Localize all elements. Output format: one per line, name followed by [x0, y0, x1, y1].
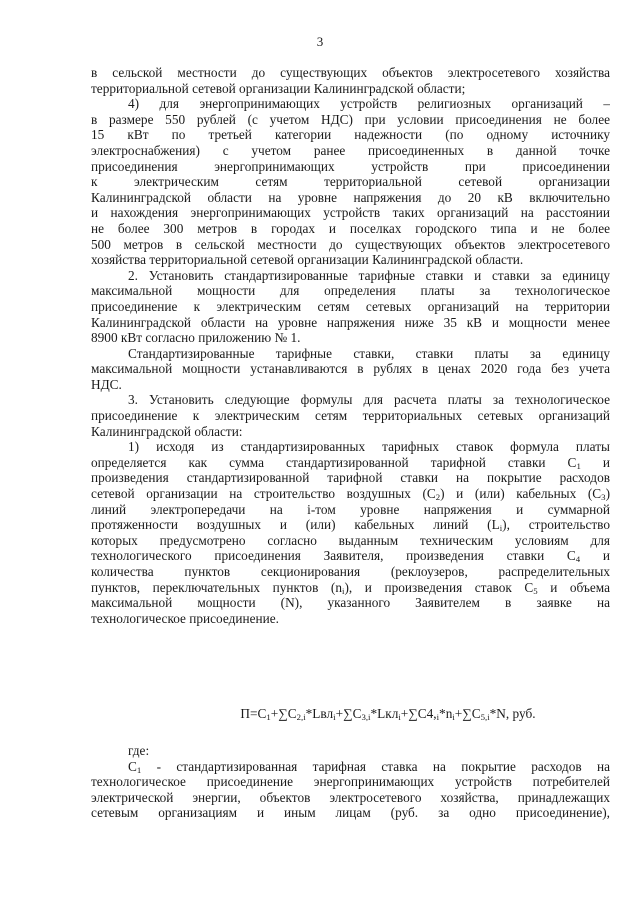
text-line: Калининградской области: [91, 423, 243, 439]
text-run: и [580, 548, 610, 564]
text-line [91, 759, 610, 775]
text-run: и объема [537, 579, 610, 595]
where-label: где: [128, 743, 150, 758]
formula-part: *Lвл [305, 706, 334, 721]
text-line: присоединение к электрическим сетям сетевых организаций на территории [91, 298, 610, 314]
text-line: 2. Установить стандартизированные тарифные ставки и ставки за единицу [128, 267, 610, 283]
subscript: 5,i [480, 712, 490, 723]
body-text-block-1 [91, 65, 610, 626]
subscript: 1 [266, 712, 271, 723]
subscript: 4 [575, 554, 581, 564]
text-run: сетевой организации на строительство воздушных (С [91, 486, 436, 502]
text-run: С [128, 758, 137, 774]
text-line: 15 кВт по третьей категории надежности (по одному источнику [91, 127, 610, 143]
text-line [91, 486, 610, 502]
text-line: Калининградской области на уровне напряжения ниже 35 кВ и мощности менее [91, 314, 610, 330]
text-line: линий электропередачи на i-том уровне напряжения и суммарной [91, 501, 610, 517]
formula-part: *Lкл [370, 706, 399, 721]
formula-part: П=С [240, 706, 267, 721]
text-line: к электрическим сетям территориальной сетевой организации [91, 174, 610, 190]
text-line: не более 300 метров в городах и поселках городского типа и не более [91, 220, 610, 236]
text-line: 3. Установить следующие формулы для расчета платы за технологическое [128, 392, 610, 408]
subscript: 1 [136, 764, 142, 775]
formula-part: +∑С [335, 706, 362, 721]
text-run: пунктов, переключательных пунктов (n [91, 579, 343, 595]
formula-part: *N, руб. [489, 706, 536, 721]
formula-part: *n [439, 706, 453, 721]
text-run: определяется как сумма стандартизированной тарифной ставки С [91, 454, 577, 470]
text-line: 4) для энергопринимающих устройств религиозных организаций – [128, 96, 610, 112]
subscript: 1 [576, 461, 581, 471]
text-line [91, 548, 610, 564]
text-line: Калининградской области на уровне напряжения до 20 кВ включительно [91, 189, 610, 205]
text-line [91, 455, 610, 471]
text-line: НДС. [91, 376, 122, 392]
text-line: 500 метров в сельской местности до существующих объектов электросетевого [91, 236, 610, 252]
text-run: технологического присоединения Заявителя, произведения ставки С [91, 548, 576, 564]
text-line: максимальной мощности устанавливаются в рублях в ценах 2020 года без учета [91, 361, 610, 377]
subscript: i [436, 712, 440, 723]
text-line: 8900 кВт согласно приложению № 1. [91, 330, 301, 346]
subscript: 3,i [361, 712, 371, 723]
text-line: количества пунктов секционирования (реклоузеров, распределительных [91, 564, 610, 579]
text-line: в размере 550 рублей (с учетом НДС) при условии присоединения не более [91, 111, 610, 127]
text-line: Стандартизированные тарифные ставки, ставки платы за единицу [128, 345, 610, 361]
text-line: 1) исходя из стандартизированных тарифных ставок формула платы [128, 439, 610, 455]
subscript: i [342, 585, 345, 596]
text-line [91, 580, 610, 596]
text-run: ), строительство [502, 517, 610, 533]
formula-part: +∑С [270, 706, 297, 721]
text-run: ) и (или) кабельных (С [440, 486, 602, 502]
page-number: 3 [316, 34, 324, 49]
formula-part: +∑С4, [400, 706, 437, 721]
text-line [91, 517, 610, 533]
fee-formula [0, 706, 640, 722]
text-line: присоединение к электрическим сетям территориальных сетевых организаций [91, 408, 610, 424]
subscript: 2,i [296, 712, 306, 723]
subscript: 3 [601, 492, 606, 502]
text-line: технологическое присоединение. [91, 610, 279, 626]
text-line: электроснабжения) с учетом ранее присоединенных в данной точке [91, 142, 610, 158]
text-line: максимальной мощности для определения платы за технологическое [91, 283, 610, 299]
text-line: хозяйства территориальной сетевой организации Калининградской области. [91, 252, 524, 268]
text-line: электрической энергии, объектов электросетевого хозяйства, принадлежащих [91, 789, 610, 805]
text-run: и [580, 454, 610, 470]
text-line: сетевым организациям и иным лицам (руб. за одно присоединение), [91, 805, 610, 821]
subscript: i [398, 712, 401, 723]
subscript: i [333, 712, 336, 723]
text-run: - стандартизированная тарифная ставка на покрытие расходов на [141, 758, 610, 774]
subscript: 5 [533, 585, 538, 596]
text-line: территориальной сетевой организации Калининградской области; [91, 80, 466, 96]
formula-part: +∑С [454, 706, 481, 721]
text-run: ) [605, 486, 610, 502]
subscript: 2 [435, 492, 441, 502]
text-line: произведения стандартизированной тарифной ставки на покрытие расходов [91, 470, 610, 486]
subscript: i [452, 712, 455, 723]
text-line: которых предусмотрено согласно выданным техническим условиям для [91, 532, 610, 548]
body-text-block-2 [91, 743, 610, 821]
text-line: и нахождения энергопринимающих устройств таких организаций на расстоянии [91, 205, 610, 221]
text-line: максимальной мощности (N), указанного Заявителем в заявке на [91, 595, 610, 611]
text-line: в сельской местности до существующих объектов электросетевого хозяйства [91, 65, 610, 80]
text-run: протяженности воздушных и (или) кабельных линий (L [91, 517, 500, 533]
text-line: присоединения энергопринимающих устройств при присоединении [91, 158, 610, 174]
subscript: i [499, 523, 503, 533]
text-line: технологическое присоединение энергопринимающих устройств потребителей [91, 774, 610, 790]
text-run: ), и произведения ставок С [344, 579, 534, 595]
